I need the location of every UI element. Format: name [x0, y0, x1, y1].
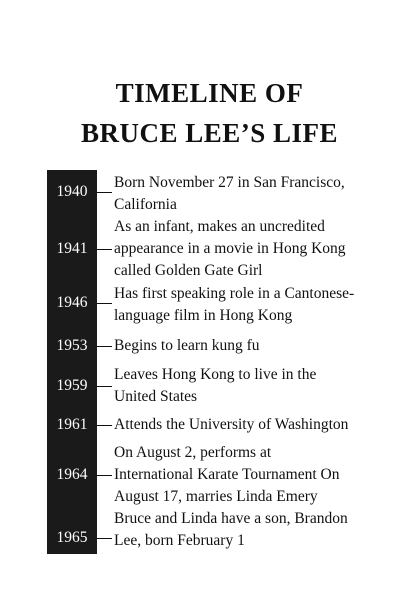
- timeline-event: [114, 283, 394, 327]
- event-text-line: Begins to learn kung fu: [114, 337, 260, 354]
- timeline-bar: [47, 170, 97, 554]
- timeline-connector: [97, 346, 112, 347]
- event-text-line: Leaves Hong Kong to live in the: [114, 366, 317, 383]
- event-text-line: Bruce and Linda have a son, Brandon: [114, 510, 348, 527]
- event-text-line: As an infant, makes an uncredited: [114, 218, 325, 235]
- page-title-line-2: BRUCE LEE’S LIFE: [80, 118, 339, 148]
- timeline-year: 1940: [56, 183, 88, 200]
- timeline-connector: [97, 538, 112, 539]
- page-title-line-1: TIMELINE OF: [115, 78, 304, 108]
- event-text-line: Has first speaking role in a Cantonese-: [114, 285, 355, 302]
- timeline-year: 1941: [56, 240, 88, 257]
- timeline-year: 1953: [56, 337, 88, 354]
- timeline-connector: [97, 192, 112, 193]
- event-text-line: On August 2, performs at: [114, 444, 272, 461]
- timeline-connector: [97, 249, 112, 250]
- timeline-year: 1946: [56, 294, 88, 311]
- timeline-connector: [97, 303, 112, 304]
- timeline-connector: [97, 425, 112, 426]
- timeline-year: 1961: [56, 416, 88, 433]
- timeline-connector: [97, 386, 112, 387]
- timeline-year: 1964: [56, 466, 88, 483]
- event-text-line: appearance in a movie in Hong Kong: [114, 240, 346, 257]
- timeline-event: [114, 335, 394, 357]
- timeline-event: [114, 172, 394, 216]
- timeline-year: 1959: [56, 377, 88, 394]
- timeline-event: [114, 508, 394, 552]
- timeline-year: 1965: [56, 529, 88, 546]
- event-text-line: United States: [114, 388, 198, 405]
- event-text-line: Lee, born February 1: [114, 532, 245, 549]
- event-text-line: language film in Hong Kong: [114, 307, 293, 324]
- timeline-event: [114, 364, 394, 408]
- event-text-line: August 17, marries Linda Emery: [114, 488, 318, 505]
- timeline-connector: [97, 475, 112, 476]
- timeline-event: [114, 414, 394, 436]
- event-text-line: California: [114, 196, 177, 213]
- event-text-line: called Golden Gate Girl: [114, 262, 263, 279]
- timeline-event: [114, 216, 394, 282]
- event-text-line: International Karate Tournament On: [114, 466, 340, 483]
- timeline-event: [114, 442, 394, 508]
- event-text-line: Attends the University of Washington: [114, 416, 349, 433]
- event-text-line: Born November 27 in San Francisco,: [114, 174, 345, 191]
